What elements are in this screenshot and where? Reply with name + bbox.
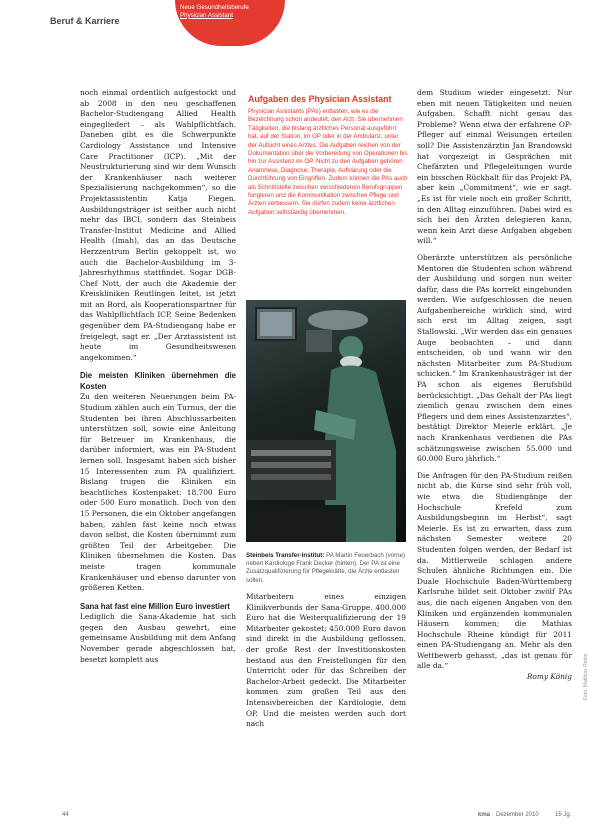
paragraph: Oberärzte unterstützen als persönliche Mentoren die Studenten schon während der Ausbildung und sorgen nun weiter dafür, dass die PAs korrekt eingebunden werden. Wie aufgeschlossen die neuen Aufgabenbereiche wirklich sind, wird sich erst im Alltag zeigen, sagt Stallowski. „Wir werden das ein genaues Auge beobachten – und dann entscheiden, ob und wann wir den nächsten Mitarbeiter zum PA-Studium schicken.“ Im Krankenhausträger ist der PA schon als eigenes Berufsbild berücksichtigt. „Das Gehalt der PAs liegt ziemlich genau zwischen dem eines Pflegers und dem eines Assistenzarztes“, bestätigt Direktor Meierle erklärt. „Je nach Krankenhaus verdienen die PAs schätzungsweise zwischen 55.000 und 60.000 Euro jährlich.“ bbox=[417, 252, 572, 464]
caption-bold: Steinbeis Transfer-Institut: bbox=[246, 552, 325, 559]
paragraph: Mitarbeitern eines einzigen Klinikverbunds der Sana-Gruppe. 400.000 Euro hat die Weiterqualifizierung der 19 Mitarbeiter gekostet; 450.000 Euro davon sind direkt in die Ausbildung geflossen, der große Rest der Investitionskosten bestand aus den Freistellungen für den Unterricht oder für das Schreiben der Bachelor-Arbeit gedeckt. Die Mitarbeiter kommen zum großen Teil aus den Intensivbereichen der Kardiologie, dem OP. Und die meisten werden auch dort nach bbox=[246, 592, 406, 729]
paragraph: Zu den weiteren Neuerungen beim PA-Studium zählen auch ein Turnus, der die Studenten bei ihren Abschlussarbeiten unterstützen soll, sowie eine Anleitung für Betreuer im Krankenhaus, die darüber informiert, was ein PA-Student lernen soll. Insgesamt haben sich bisher 15 Interessenten zum PA qualifiziert. Bislang trugen die Kliniken ein beachtliches Kostenpaket: 18.700 Euro oder 500 Euro monatlich. Doch von den 15 Personen, die ein Oktober angefangen haben, zahlen fast keine noch etwas davon selbst, die Kosten übernimmt zum größten Teil der Arbeitgeber. Die Kliniken übernehmen die Kosten. Das meiste tragen kommunale Krankenhäuser und ebenso darunter von größeren Ketten. bbox=[80, 392, 236, 593]
photo-credit: Foto: Matthias Rothe bbox=[583, 653, 589, 700]
caption-text: PA Martin Feuerbach (vorne) neben Kardiologe Frank Decker (hinten). Der PA ist eine Zusatzqualifizierung für Pflegekräfte, die Ärzte entlasten sollen. bbox=[246, 552, 406, 584]
page-number-left: 44 bbox=[62, 812, 69, 818]
topic-banner-text bbox=[180, 4, 280, 20]
banner-line-2: Physician Assistant bbox=[180, 11, 233, 19]
box-title: Aufgaben des Physician Assistant bbox=[248, 94, 392, 104]
subheading: Die meisten Kliniken übernehmen die Kosten bbox=[80, 371, 236, 391]
photo-illustration bbox=[246, 300, 406, 542]
author: Romy König bbox=[526, 672, 572, 682]
paragraph: noch einmal ordentlich aufgestockt und ab 2008 in den neu geschaffenen Bachelor-Studiengang Allied Health eingegliedert – als Wahlpflichtfach. Daneben gibt es die Schwerpunkte Cardiology Assistance und Intensive Care Practitioner (ICP). „Mit der Neustrukturierung sind wir dem Wunsch der Krankenhäuser nach weiterer Spezialisierung nachgekommen“, so die Projektassistentin Katja Fiegen. Ausbildungsträger ist seither auch nicht mehr das IBCI, sondern das Steinbeis Transfer-Institut Medicine and Allied Health (Imah), das an das Deutsche Herzzentrum Berlin gekoppelt ist, wo auch die Bachelor-Ausbildung im 3-Jahresrhythmus stattfindet. Sogar DGB-Chef Nott, der auch die Akademie der Kreiskliniken Reutlingen leitet, ist jetzt mit an Bord, als Kooperationspartner für das Wahlpflichtfach ICP. Seine Bedenken gegenüber dem PA-Studiengang habe er freigelegt, sagt er. „Der Arztassistent ist heute im Gesundheitswesen angekommen.“ bbox=[80, 88, 236, 362]
page-number-right: 15 Jg. bbox=[555, 812, 572, 818]
subheading: Sana hat fast eine Million Euro investiert bbox=[80, 601, 230, 611]
paragraph: Lediglich die Sana-Akademie hat sich gegen den Ausbau gewehrt, eine gemeinsame Ausbildung mit dem Anfang November gerade abgeschlossen hat, besetzt komplett aus bbox=[80, 612, 236, 664]
box-text: Physician Assistants (PAs) entlasten, wie es die Bezeichnung schon andeutet, den Arzt. Sie übernehmen Tätigkeiten, die bislang ärztliches Personal ausgeführt hat, auf der Station, im OP oder in der Ambulanz, unter der Aufsicht eines Arztes. Die Aufgaben reichen von der Dokumentation über die Vorbereitung von Operationen bis hin zur Assistenz im OP. Nicht zu den Aufgaben gehören Anamnese, Diagnose, Therapie, Aufklärung oder die Durchführung von Eingriffen. Zudem können die PAs auch als Schnittstelle zwischen verschiedenen Berufsgruppen fungieren und die Kommunikation zwischen Pflege und Ärzten verbessern. Sie dürfen zudem keine ärztlichen Aufgaben selbständig übernehmen. bbox=[248, 108, 408, 216]
article-column-3 bbox=[417, 88, 572, 683]
section-label: Beruf & Karriere bbox=[50, 16, 120, 26]
paragraph: Die Anfragen für den PA-Studium reißen nicht ab, die Kurse sind sehr früh voll, wie etwa die Studiengänge der Hochschule Krefeld zum Ausbildungsbeginn im Herbst“, sagt Meierle. Es ist zu erwarten, dass zum nächsten Semester weitere 20 Studenten folgen werden, der Bedarf ist da. Mittlerweile schlagen andere Schulen ähnliche Richtungen ein. Die Duale Hochschule Baden-Württemberg Karlsruhe bildet seit Oktober zwölf PAs aus, die nach eigenen Angaben von den Kliniken und ergänzenden kommunalen Häusern kommen; die Mathias Hochschule Rheine kündigt für 2011 einen PA-Studiengang an. Mehr als den Wettbewerb gehasst, „das ist genau für alle da.“ bbox=[417, 470, 572, 671]
issue-date: Dezember 2010 bbox=[496, 812, 539, 818]
photo-caption bbox=[246, 552, 406, 585]
article-column-1 bbox=[80, 88, 236, 665]
paragraph: dem Studium wieder eingesetzt. Nur eben mit neuen Tätigkeiten und neuen Aufgaben. Schafft nicht genau das Probleme? Wenn etwa der erfahrene OP-Pfleger auf einmal Weisungen erteilen soll? Die Assistenzärztin Jan Brandowski hat vorgezeigt in Gesprächen mit Chefärzten und Pflegeleitungen wurde ein bisschen Rückhalt für das Projekt PA, aber kein „Commitment“, wie er sagt. „Es ist für viele noch ein großer Schritt, in den Alltag einzuführen. Dabei wird es sich bei den Ärzten delegieren kann, wenn kein Arzt diese Aufgaben abgeben will.“ bbox=[417, 88, 572, 246]
article-column-2 bbox=[246, 592, 406, 730]
magazine-name: kma bbox=[478, 812, 491, 818]
surgery-photo bbox=[246, 300, 406, 542]
banner-line-1: Neue Gesundheitsberufe bbox=[180, 4, 249, 11]
